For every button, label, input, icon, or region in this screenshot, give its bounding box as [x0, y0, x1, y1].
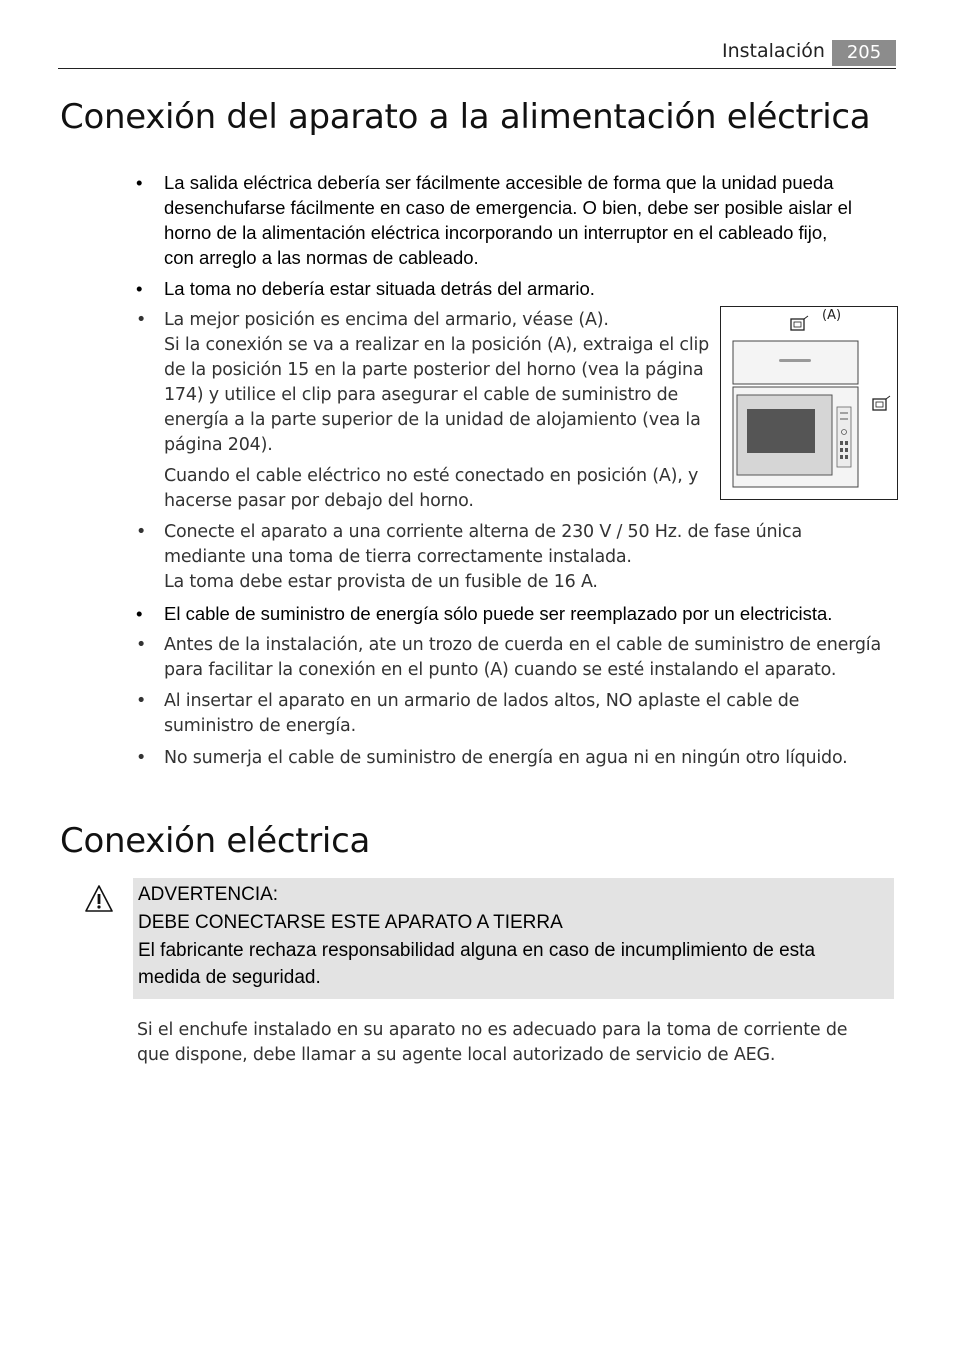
list-item-line: Conecte el aparato a una corriente alterna de 230 V / 50 Hz. de fase única [164, 522, 803, 542]
warning-line: medida de seguridad. [138, 967, 321, 988]
list-item-line: La toma debe estar provista de un fusible de 16 A. [164, 572, 598, 592]
bullet-icon: • [136, 748, 147, 768]
list-item-line: con arreglo a las normas de cableado. [164, 247, 479, 268]
bullet-icon: • [136, 635, 147, 655]
service-paragraph [137, 1018, 847, 1068]
section-title-power-connection: Conexión del aparato a la alimentación eléctrica [60, 97, 871, 137]
bullet-icon: • [136, 603, 143, 624]
paragraph-line: Si el enchufe instalado en su aparato no es adecuado para la toma de corriente de [137, 1020, 848, 1040]
paragraph-line: que dispone, debe llamar a su agente local autorizado de servicio de AEG. [137, 1045, 776, 1065]
list-item-line: Cuando el cable eléctrico no esté conectado en posición (A), y [164, 466, 699, 486]
header-rule [58, 68, 896, 69]
figure-label: (A) [822, 308, 842, 323]
bullet-icon: • [136, 278, 143, 299]
list-item-line: horno de la alimentación eléctrica incorporando un interruptor en el cableado fijo, [164, 222, 828, 243]
bullet-icon: • [136, 522, 147, 542]
page-number: 205 [832, 40, 896, 66]
oven-installation-diagram [720, 306, 898, 500]
bullet-icon: • [136, 310, 147, 330]
warning-line: DEBE CONECTARSE ESTE APARATO A TIERRA [138, 912, 563, 933]
bullet-icon: • [136, 172, 143, 193]
list-item-line: hacerse pasar por debajo del horno. [164, 491, 474, 511]
list-item-line: La mejor posición es encima del armario, véase (A). [164, 310, 609, 330]
list-item-line: suministro de energía. [164, 716, 356, 736]
list-item-line: página 204). [164, 435, 273, 455]
running-header-section: Instalación [722, 40, 825, 62]
warning-line: ADVERTENCIA: [138, 884, 279, 905]
list-item-line: Si la conexión se va a realizar en la posición (A), extraiga el clip [164, 335, 710, 355]
warning-box [133, 878, 894, 999]
list-item-line: La salida eléctrica debería ser fácilmente accesible de forma que la unidad pueda [164, 172, 834, 193]
list-item-line: de la posición 15 en la parte posterior del horno (vea la página [164, 360, 704, 380]
list-item-line: energía a la parte superior de la unidad de alojamiento (vea la [164, 410, 701, 430]
list-item-line: mediante una toma de tierra correctamente instalada. [164, 547, 632, 567]
list-item-line: El cable de suministro de energía sólo puede ser reemplazado por un electricista. [164, 603, 833, 624]
warning-line: El fabricante rechaza responsabilidad alguna en caso de incumplimiento de esta [138, 940, 816, 961]
warning-triangle-icon [84, 884, 114, 918]
list-item-line: Antes de la instalación, ate un trozo de cuerda en el cable de suministro de energía [164, 635, 881, 655]
list-item-line: desenchufarse fácilmente en caso de emergencia. O bien, debe ser posible aislar el [164, 197, 852, 218]
bullet-icon: • [136, 691, 147, 711]
list-item-line: 174) y utilice el clip para asegurar el cable de suministro de [164, 385, 679, 405]
section-title-electrical-connection: Conexión eléctrica [60, 821, 370, 861]
list-item-line: Al insertar el aparato en un armario de lados altos, NO aplaste el cable de [164, 691, 800, 711]
list-item-line: La toma no debería estar situada detrás del armario. [164, 278, 595, 299]
list-item-line: No sumerja el cable de suministro de energía en agua ni en ningún otro líquido. [164, 748, 848, 768]
list-item-line: para facilitar la conexión en el punto (A) cuando se esté instalando el aparato. [164, 660, 837, 680]
oven-diagram-icon [721, 307, 897, 499]
